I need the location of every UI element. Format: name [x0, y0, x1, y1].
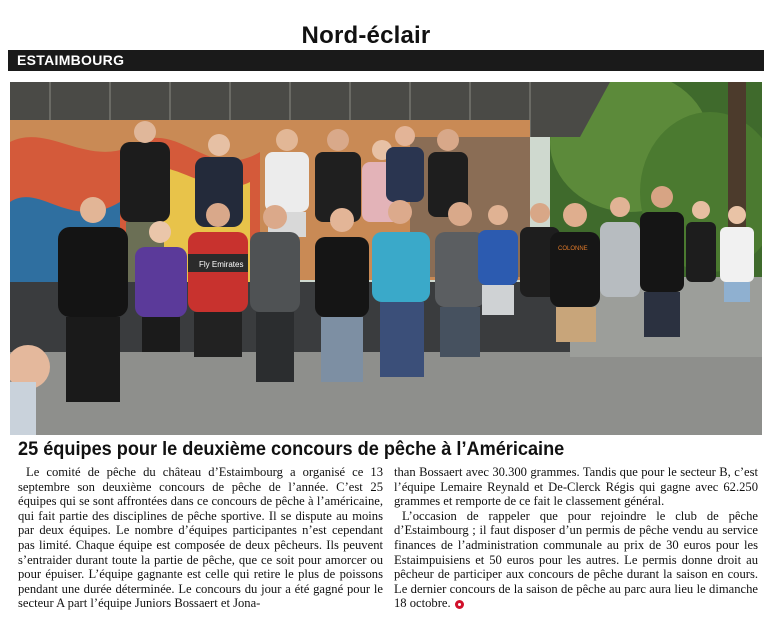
paragraph-1-continued: than Bossaert avec 30.300 grammes. Tandis que pour le secteur B, c’est l’équipe Lemaire Reynald et De-Clerck Régis qui gagne avec 62.250 grammes et remporte de ce fait le classement général.	[394, 465, 758, 509]
article-headline: 25 équipes pour le deuxième concours de pêche à l’Américaine	[18, 438, 565, 460]
group-photo	[10, 82, 762, 435]
section-label: ESTAIMBOURG	[17, 52, 125, 68]
end-mark-icon	[455, 600, 464, 609]
paragraph-1: Le comité de pêche du château d’Estaimbourg a organisé ce 13 septembre son deuxième concours de pêche de l’année. C’est 25 équipes qui se sont affrontées dans ce concours de pêche à l’américaine, qui fait partie des disciplines de pêche sportive. Il se dispute au moins par deux équipes. Le nombre d’équipes participantes n’est cependant pas limité. Chaque équipe est composée de deux pêcheurs. Ils peuvent s’entraider durant toute la partie de pêche, que ce soit pour amorcer ou pour épuiser. L’équipe gagnante est celle qui retire le plus de poissons pendant une durée déterminée. Le concours du jour a été gagné pour le secteur A part l’équipe Juniors Bossaert et Jona-	[18, 465, 383, 611]
article-column-2	[394, 465, 758, 611]
shirt-text: COLONNE	[558, 246, 588, 252]
section-header	[8, 50, 764, 71]
paragraph-2-text: L’occasion de rappeler que pour rejoindre le club de pêche d’Estaimbourg ; il faut disposer d’un permis de pêche vendu au service finances de l’administration communale au prix de 30 euros pour les Estaimpuisiens et 50 euros pour les autres. Le permis donne droit au pêcheur de participer aux concours de pêche durant la saison en cours. Le dernier concours de la saison de pêche au parc aura lieu le dimanche 18 octobre.	[394, 508, 758, 611]
jersey-text: Fly Emirates	[199, 260, 244, 269]
article-column-1	[18, 465, 383, 611]
masthead-title: Nord-éclair	[301, 22, 431, 49]
paragraph-2	[394, 509, 758, 611]
